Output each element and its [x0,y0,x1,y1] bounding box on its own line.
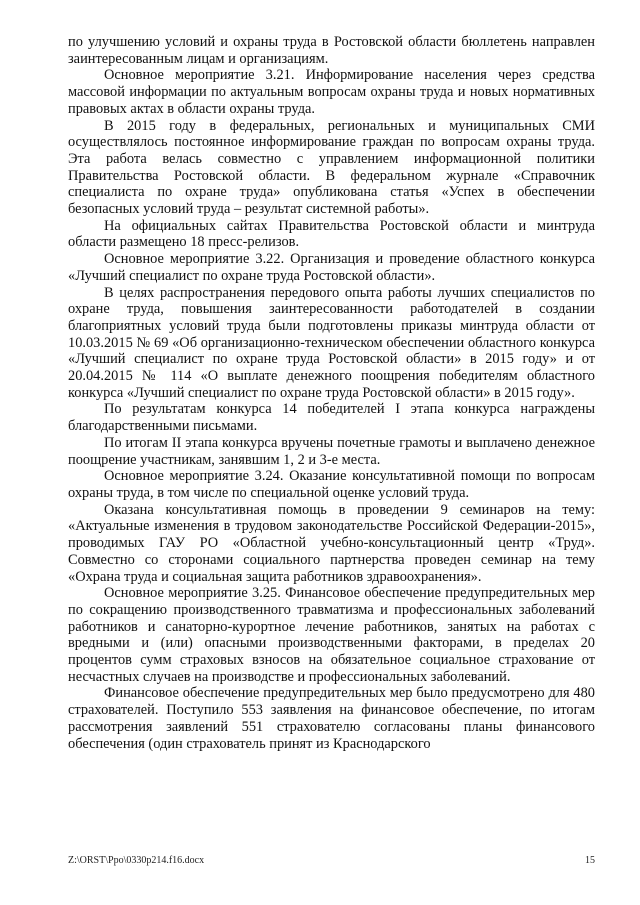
page-number: 15 [585,855,595,866]
paragraph: Основное мероприятие 3.22. Организация и проведение областного конкурса «Лучший специалист по охране труда Ростовской области». [68,251,595,284]
document-body [68,34,595,752]
paragraph: Основное мероприятие 3.25. Финансовое обеспечение предупредительных мер по сокращению производственного травматизма и профессиональных заболеваний работников и санаторно-курортное лечение работников, занятых на работах с вредными и (или) опасными производственными факторами, в пределах 20 процентов сумм страховых взносов на обязательное социальное страхование от несчастных случаев на производстве и профессиональных заболеваний. [68,585,595,685]
paragraph: по улучшению условий и охраны труда в Ростовской области бюллетень направлен заинтересованным лицам и организациям. [68,34,595,67]
paragraph: В 2015 году в федеральных, региональных и муниципальных СМИ осуществлялось постоянное информирование граждан по вопросам охраны труда. Эта работа велась совместно с управлением информационной политики Правительства Ростовской области. В федеральном журнале «Справочник специалиста по охране труда» опубликована статья «Успех в обеспечении безопасных условий труда – результат системной работы». [68,117,595,218]
paragraph: Основное мероприятие 3.21. Информирование населения через средства массовой информации по актуальным вопросам охраны труда и новых нормативных правовых актах в области охраны труда. [68,67,595,117]
footer-file-path: Z:\ORST\Ppo\0330p214.f16.docx [68,855,205,866]
paragraph: На официальных сайтах Правительства Ростовской области и минтруда области размещено 18 пресс-релизов. [68,217,595,251]
paragraph: По результатам конкурса 14 победителей I этапа конкурса награждены благодарственными письмами. [68,401,595,435]
paragraph: Финансовое обеспечение предупредительных мер было предусмотрено для 480 страхователей. Поступило 553 заявления на финансовое обеспечение, по итогам рассмотрения заявлений 551 страхователю согласованы планы финансового обеспечения (один страхователь принят из Краснодарского [68,685,595,752]
paragraph: Основное мероприятие 3.24. Оказание консультативной помощи по вопросам охраны труда, в том числе по специальной оценке условий труда. [68,468,595,501]
paragraph: Оказана консультативная помощь в проведении 9 семинаров на тему: «Актуальные изменения в трудовом законодательстве Российской Федерации-2015», проводимых ГАУ РО «Областной учебно-консультационный центр «Труд». Совместно со сторонами социального партнерства проведен семинар на тему «Охрана труда и социальная защита работников здравоохранения». [68,501,595,585]
paragraph: В целях распространения передового опыта работы лучших специалистов по охране труда, повышения заинтересованности работодателей в создании благоприятных условий труда были подготовлены приказы минтруда области от 10.03.2015 № 69 «Об организационно-техническом обеспечении областного конкурса «Лучший специалист по охране труда Ростовской области» в 2015 году» и от 20.04.2015 № 114 «О выплате денежного поощрения победителям областного конкурса «Лучший специалист по охране труда Ростовской области» в 2015 году». [68,284,595,401]
paragraph: По итогам II этапа конкурса вручены почетные грамоты и выплачено денежное поощрение участникам, занявшим 1, 2 и 3-е места. [68,434,595,468]
